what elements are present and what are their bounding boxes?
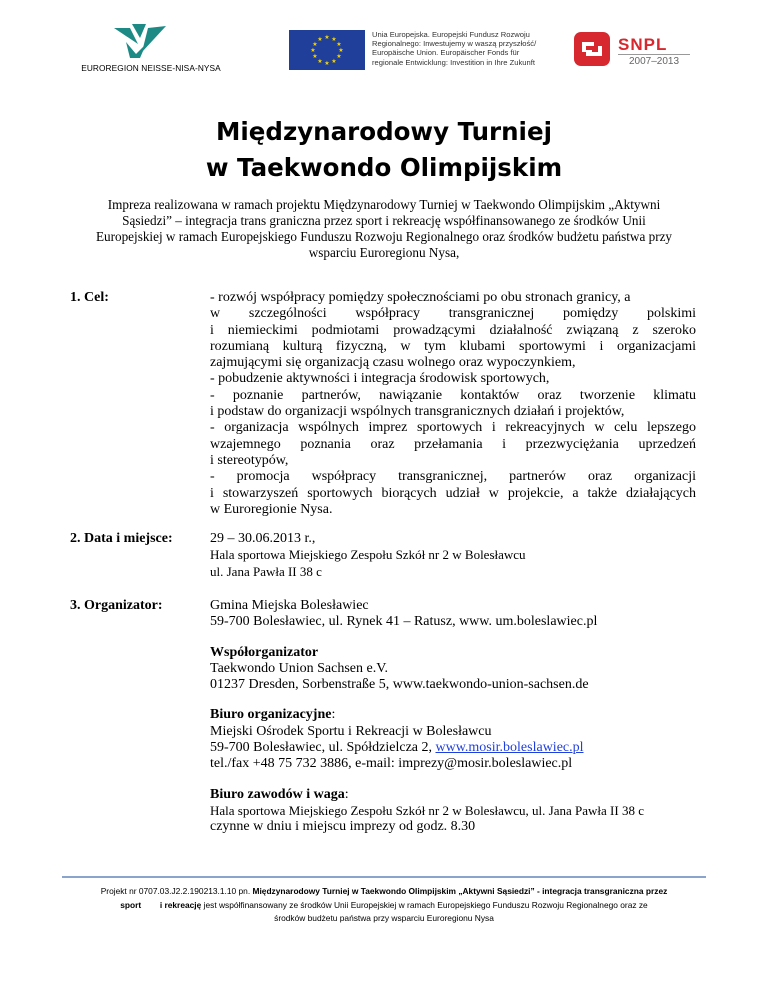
eu-funding-text: Unia Europejska. Europejski Fundusz Rozwoju Regionalnego: Inwestujemy w waszą przyszłość/ Europäische Union. Europäischer Fonds für regionale Entwicklung: Investition in Ihre Zukunft bbox=[372, 30, 537, 67]
section-organizator-body: Gmina Miejska Bolesławiec 59-700 Bolesławiec, ul. Rynek 41 – Ratusz, www. um.boleslawiec.pl Współorganizator Taekwondo Union Sachsen e.V. 01237 Dresden, Sorbenstraße 5, www.taekwondo-union-sachsen.de Biuro organizacyjne: Miejski Ośrodek Sportu i Rekreacji w Bolesławcu 59-700 Bolesławiec, ul. Spółdzielcza 2, www.mosir.boleslawiec.pl tel./fax +48 75 732 3886, e-mail: imprezy@mosir.boleslawiec.pl Biuro zawodów i waga: Hala sportowa Miejskiego Zespołu Szkół nr 2 w Bolesławcu, ul. Jana Pawła II 38 c czynne w dniu i miejscu imprezy od godz. 8.30 bbox=[210, 598, 696, 836]
svg-text:★: ★ bbox=[338, 47, 344, 54]
page-title: Międzynarodowy Turniej w Taekwondo Olimpijskim bbox=[205, 117, 563, 182]
svg-text:★: ★ bbox=[336, 53, 342, 60]
section-cel-label: 1. Cel: bbox=[70, 290, 109, 305]
eu-flag bbox=[289, 30, 365, 75]
weigh-in-title: Biuro zawodów i waga bbox=[210, 786, 345, 802]
svg-text:★: ★ bbox=[324, 60, 330, 67]
svg-text:★: ★ bbox=[312, 53, 318, 60]
svg-text:★: ★ bbox=[324, 34, 330, 41]
office-title: Biuro organizacyjne bbox=[210, 707, 332, 723]
euroregion-logo bbox=[76, 22, 221, 82]
euroregion-mark-icon bbox=[112, 22, 170, 58]
svg-text:★: ★ bbox=[312, 41, 318, 48]
snpl-years: 2007–2013 bbox=[618, 54, 690, 67]
section-cel-body: - rozwój współpracy pomiędzy społecznościami po obu stronach granicy, a w szczególności współpracy transgranicznej pomiędzy polskimi i niemieckimi podmiotami prowadzącymi działalność związaną z szeroko rozumianą kulturą fizyczną, w tym klubami sportowymi i organizacjami zajmującymi się organizacją czasu wolnego oraz wypoczynkiem, - pobudzenie aktywności i integracja środowisk sportowych, - poznanie partnerów, nawiązanie kontaktów oraz tworzenie klimatu i podstaw do organizacji wspólnych transgranicznych działań i projektów, - organizacja wspólnych imprez sportowych i rekreacyjnych w celu lepszego wzajemnego poznania oraz przełamania i przezwyciężania uprzedzeń i stereotypów, - promocja współpracy transgranicznej, partnerów oraz organizacji i stowarzyszeń sportowych biorących udział w projekcie, a także działających w Euroregionie Nysa. bbox=[210, 290, 696, 517]
svg-text:★: ★ bbox=[336, 41, 342, 48]
svg-text:★: ★ bbox=[331, 58, 337, 65]
section-organizator-label: 3. Organizator: bbox=[70, 598, 163, 613]
svg-text:★: ★ bbox=[317, 58, 323, 65]
snpl-logo bbox=[572, 30, 702, 70]
eu-flag-icon bbox=[289, 30, 365, 70]
section-data-label: 2. Data i miejsce: bbox=[70, 531, 173, 546]
mosir-website-link[interactable]: www.mosir.boleslawiec.pl bbox=[435, 740, 584, 756]
euroregion-caption: EUROREGION NEISSE-NISA-NYSA bbox=[81, 63, 221, 73]
intro-paragraph: Impreza realizowana w ramach projektu Międzynarodowy Turniej w Taekwondo Olimpijskim „Aktywni Sąsiedzi” – integracja trans graniczna przez sport i rekreację współfinansowanego ze środków Unii Europejskiej w ramach Europejskiego Funduszu Rozwoju Regionalnego oraz środków budżetu państwa przy wsparciu Euroregionu Nysa, bbox=[95, 197, 673, 260]
snpl-name: SNPL bbox=[618, 35, 668, 54]
svg-text:★: ★ bbox=[310, 47, 316, 54]
co-organizer-title: Współorganizator bbox=[210, 644, 319, 660]
footer-note: Projekt nr 0707.03.J2.2.190213.1.10 pn. Międzynarodowy Turniej w Taekwondo Olimpijskim „Aktywni Sąsiedzi” - integracja transgraniczna przez sport i rekreację jest współfinansowany ze środków Unii Europejskiej w ramach Europejskiego Funduszu Rozwoju Regionalnego oraz ze środków budżetu państwa przy wsparciu Euroregionu Nysa bbox=[100, 886, 668, 923]
svg-text:★: ★ bbox=[317, 36, 323, 43]
svg-text:★: ★ bbox=[331, 36, 337, 43]
section-data-body: 29 – 30.06.2013 r., Hala sportowa Miejskiego Zespołu Szkół nr 2 w Bolesławcu ul. Jana Pawła II 38 c bbox=[210, 531, 526, 579]
snpl-mark-icon bbox=[572, 30, 612, 68]
footer-divider bbox=[62, 876, 706, 878]
